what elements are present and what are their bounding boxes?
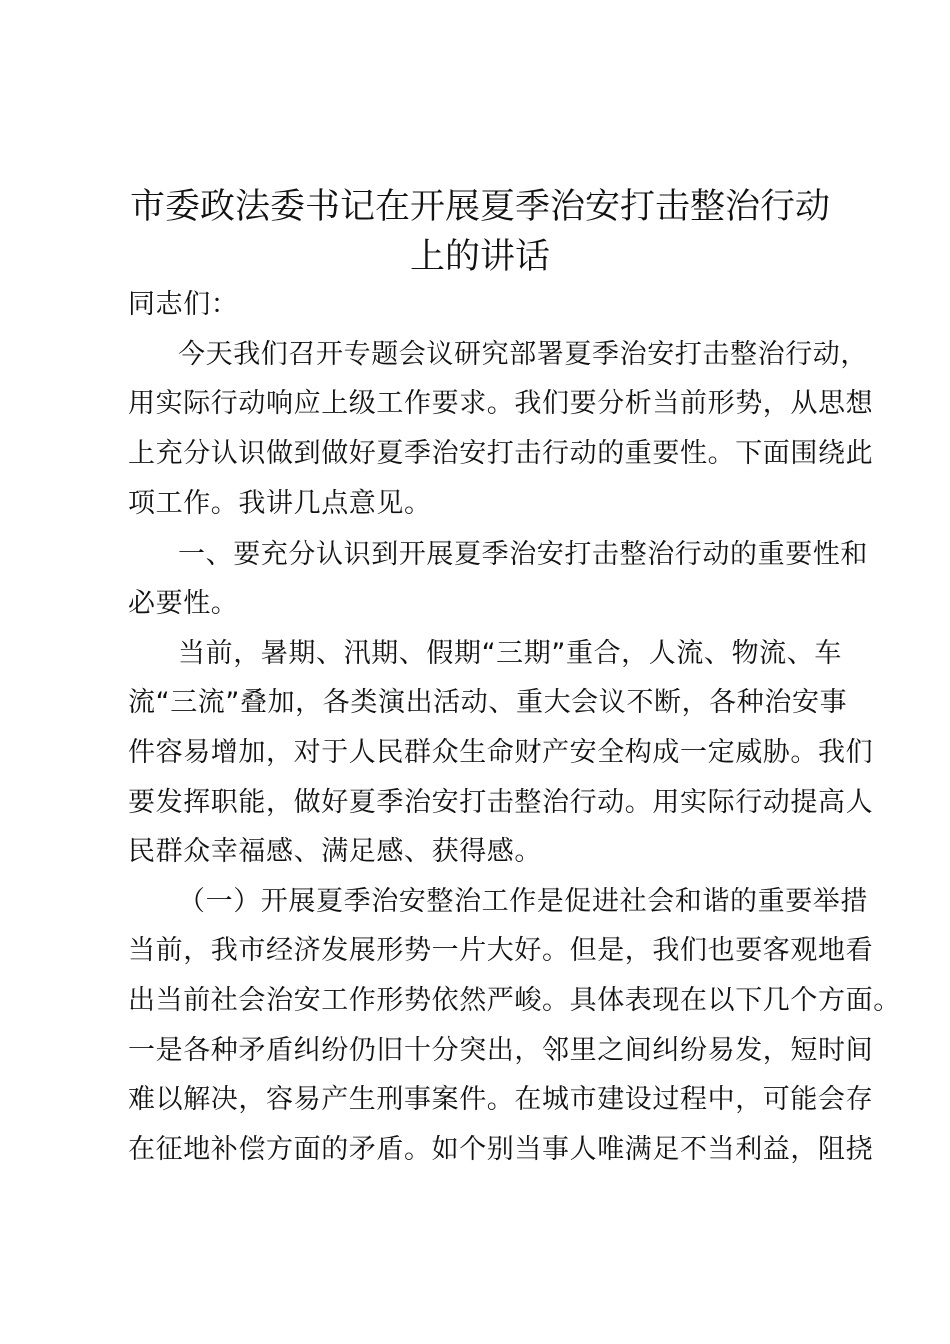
- document-title-line-1: 市委政法委书记在开展夏季治安打击整治行动: [129, 187, 830, 227]
- section-heading-line: 必要性。: [128, 588, 239, 619]
- paragraph-line: 流“三流”叠加，各类演出活动、重大会议不断，各种治安事: [128, 687, 848, 718]
- paragraph-line: 在征地补偿方面的矛盾。如个别当事人唯满足不当利益，阻挠: [128, 1134, 874, 1165]
- paragraph-line: 出当前社会治安工作形势依然严峻。具体表现在以下几个方面。: [128, 985, 901, 1016]
- subsection-heading-line: （一）开展夏季治安整治工作是促进社会和谐的重要举措: [178, 886, 868, 917]
- paragraph-line: 民群众幸福感、满足感、获得感。: [128, 836, 542, 867]
- paragraph-line: 当前，暑期、汛期、假期“三期”重合，人流、物流、车: [178, 638, 842, 669]
- paragraph-line: 当前，我市经济发展形势一片大好。但是，我们也要客观地看: [128, 935, 874, 966]
- salutation: 同志们：: [128, 289, 239, 320]
- section-heading-line: 一、要充分认识到开展夏季治安打击整治行动的重要性和: [178, 539, 868, 570]
- paragraph-line: 用实际行动响应上级工作要求。我们要分析当前形势，从思想: [128, 388, 874, 419]
- paragraph-line: 要发挥职能，做好夏季治安打击整治行动。用实际行动提高人: [128, 787, 874, 818]
- paragraph-line: 项工作。我讲几点意见。: [128, 488, 432, 519]
- paragraph-line: 今天我们召开专题会议研究部署夏季治安打击整治行动，: [178, 339, 868, 370]
- document-title-line-2: 上的讲话: [409, 237, 550, 277]
- paragraph-line: 上充分认识做到做好夏季治安打击行动的重要性。下面围绕此: [128, 438, 874, 469]
- paragraph-line: 难以解决，容易产生刑事案件。在城市建设过程中，可能会存: [128, 1084, 874, 1115]
- paragraph-line: 一是各种矛盾纠纷仍旧十分突出，邻里之间纠纷易发，短时间: [128, 1035, 874, 1066]
- paragraph-line: 件容易增加，对于人民群众生命财产安全构成一定威胁。我们: [128, 737, 874, 768]
